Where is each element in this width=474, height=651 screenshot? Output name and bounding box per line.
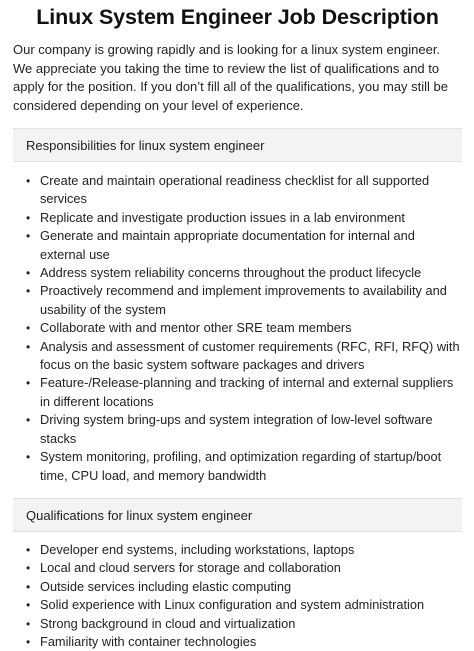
bullet-icon: •: [26, 561, 31, 576]
list-item-text: Familiarity with container technologies: [40, 633, 257, 649]
bullet-icon: •: [26, 376, 31, 391]
list-item: [26, 596, 462, 614]
intro-paragraph: Our company is growing rapidly and is looking for a linux system engineer. We appreciate you taking the time to review the list of qualifications and to apply for the position. If you don’t fill all of the qualifications, you may still be considered depending on your level of experience.: [13, 42, 449, 113]
bullet-icon: •: [26, 616, 31, 631]
list-item: [26, 448, 462, 485]
list-item-text: Create and maintain operational readiness checklist for all supported services: [40, 173, 430, 207]
bullet-icon: •: [26, 321, 31, 336]
responsibilities-list: [13, 172, 462, 485]
list-item: [26, 559, 462, 577]
list-item: [26, 227, 462, 264]
list-item: [26, 209, 462, 227]
list-item-text: Feature-/Release-planning and tracking of internal and external suppliers in different locations: [40, 375, 454, 409]
list-item-text: Address system reliability concerns throughout the product lifecycle: [40, 265, 422, 281]
list-item: [26, 264, 462, 282]
list-item-text: Local and cloud servers for storage and collaboration: [40, 560, 341, 576]
qualifications-list: [13, 541, 462, 651]
list-item-text: Outside services including elastic computing: [40, 578, 292, 594]
list-item: [26, 338, 462, 375]
bullet-icon: •: [26, 634, 31, 649]
list-item: [26, 319, 462, 337]
list-item-text: Replicate and investigate production issues in a lab environment: [40, 209, 405, 225]
bullet-icon: •: [26, 579, 31, 594]
list-item: [26, 633, 462, 651]
responsibilities-heading: Responsibilities for linux system engineer: [13, 128, 462, 162]
list-item-text: Collaborate with and mentor other SRE team members: [40, 320, 352, 336]
list-item-text: Solid experience with Linux configuration and system administration: [40, 597, 425, 613]
list-item-text: Analysis and assessment of customer requirements (RFC, RFI, RFQ) with focus on the basic system software packages and drivers: [40, 338, 460, 373]
bullet-icon: •: [26, 284, 31, 299]
list-item: [26, 374, 462, 411]
list-item-text: Developer end systems, including workstations, laptops: [40, 541, 355, 557]
list-item: [26, 615, 462, 633]
qualifications-heading: Qualifications for linux system engineer: [13, 498, 462, 532]
list-item: [26, 541, 462, 559]
list-item-text: Proactively recommend and implement improvements to availability and usability of the system: [40, 283, 447, 317]
list-item: [26, 411, 462, 448]
bullet-icon: •: [26, 598, 31, 613]
list-item: [26, 282, 462, 319]
list-item-text: Generate and maintain appropriate documentation for internal and external use: [40, 228, 415, 262]
bullet-icon: •: [26, 174, 31, 188]
list-item-text: Strong background in cloud and virtualization: [40, 615, 296, 631]
bullet-icon: •: [26, 339, 31, 354]
bullet-icon: •: [26, 229, 31, 244]
bullet-icon: •: [26, 210, 31, 225]
bullet-icon: •: [26, 413, 31, 428]
list-item-text: System monitoring, profiling, and optimization regarding of startup/boot time, CPU load, and memory bandwidth: [40, 449, 442, 483]
bullet-icon: •: [26, 450, 31, 465]
list-item: [26, 578, 462, 596]
list-item-text: Driving system bring-ups and system integration of low-level software stacks: [40, 412, 433, 446]
bullet-icon: •: [26, 266, 31, 281]
bullet-icon: •: [26, 542, 31, 557]
page-title: Linux System Engineer Job Description: [36, 5, 439, 29]
list-item: [26, 172, 462, 209]
